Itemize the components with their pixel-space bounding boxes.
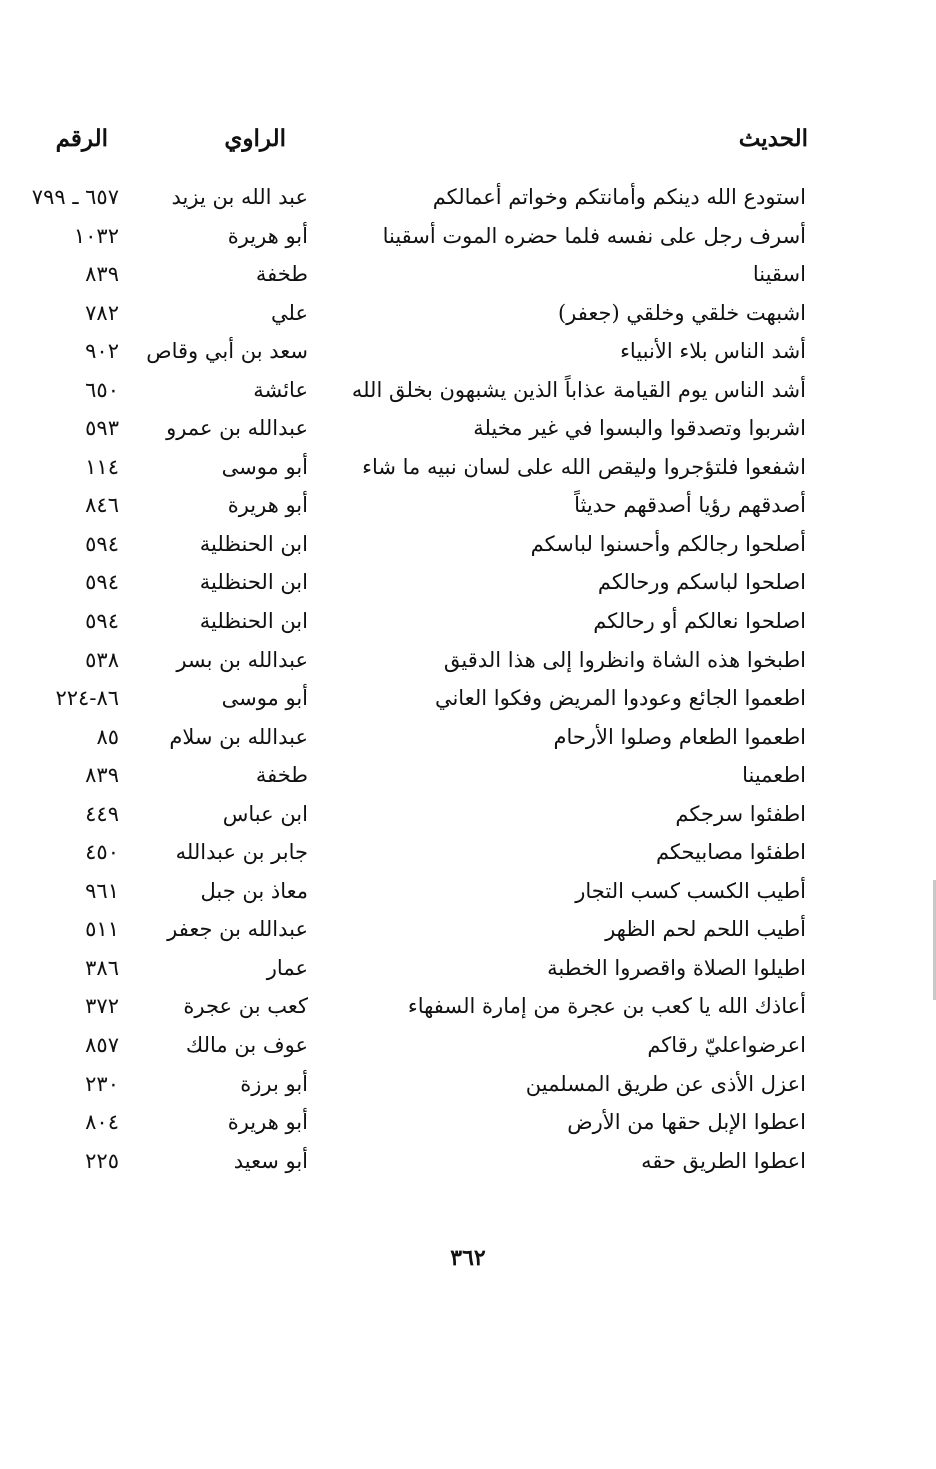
rawi-name: عبدالله بن جعفر bbox=[167, 917, 308, 942]
hadith-text: اصلحوا نعالكم أو رحالكم bbox=[593, 609, 806, 634]
hadith-text: اطفئوا سرجكم bbox=[675, 801, 806, 826]
table-row bbox=[0, 915, 936, 954]
hadith-number: ٥٩٤ bbox=[85, 570, 119, 595]
table-row bbox=[0, 183, 936, 222]
rawi-name: علي bbox=[271, 300, 308, 325]
hadith-number: ٥١١ bbox=[85, 917, 119, 942]
hadith-number: ٦٥٧ ـ ٧٩٩ bbox=[31, 185, 119, 209]
hadith-number: ٩٦١ bbox=[85, 878, 119, 903]
table-row bbox=[0, 1108, 936, 1147]
hadith-text: اطيلوا الصلاة واقصروا الخطبة bbox=[547, 955, 806, 980]
rawi-name: ابن عباس bbox=[222, 801, 308, 826]
hadith-number: ٥٩٤ bbox=[85, 531, 119, 556]
table-row bbox=[0, 838, 936, 877]
rawi-name: عبد الله بن يزيد bbox=[171, 185, 308, 209]
rawi-name: عمار bbox=[266, 955, 308, 980]
rawi-name: عبدالله بن عمرو bbox=[166, 416, 308, 441]
rawi-name: أبو سعيد bbox=[233, 1148, 308, 1173]
rawi-name: معاذ بن جبل bbox=[200, 878, 308, 903]
table-row bbox=[0, 607, 936, 646]
rawi-name: عائشة bbox=[253, 377, 308, 402]
hadith-number: ٦٥٠ bbox=[85, 377, 119, 402]
hadith-number: ٩٠٢ bbox=[85, 339, 119, 364]
table-row bbox=[0, 453, 936, 492]
table-row bbox=[0, 723, 936, 762]
table-row bbox=[0, 376, 936, 415]
hadith-text: أشد الناس يوم القيامة عذاباً الذين يشبهون بخلق الله bbox=[351, 377, 806, 402]
hadith-text: اطفئوا مصابيحكم bbox=[655, 840, 806, 865]
hadith-number: ١٠٣٢ bbox=[73, 223, 119, 248]
hadith-text: اصلحوا لباسكم ورحالكم bbox=[597, 570, 806, 595]
rawi-name: ابن الحنظلية bbox=[199, 570, 308, 595]
table-row bbox=[0, 646, 936, 685]
table-row bbox=[0, 414, 936, 453]
rawi-name: أبو برزة bbox=[240, 1071, 308, 1096]
rawi-name: طخفة bbox=[255, 763, 308, 788]
table-row bbox=[0, 1070, 936, 1109]
rawi-name: عوف بن مالك bbox=[185, 1033, 308, 1058]
hadith-text: اشفعوا فلتؤجروا وليقص الله على لسان نبيه ما شاء bbox=[362, 454, 806, 479]
hadith-number: ٨٤٦ bbox=[85, 493, 119, 518]
hadith-text: اطعمينا bbox=[742, 763, 806, 788]
header-hadith: الحديث bbox=[738, 125, 808, 152]
hadith-number: ٨٣٩ bbox=[85, 763, 119, 788]
hadith-number: ٨٣٩ bbox=[85, 262, 119, 287]
hadith-number: ٤٥٠ bbox=[85, 840, 119, 865]
table-row bbox=[0, 491, 936, 530]
hadith-number: ٥٩٣ bbox=[85, 416, 119, 441]
table-row bbox=[0, 684, 936, 723]
table-row bbox=[0, 260, 936, 299]
rawi-name: طخفة bbox=[255, 262, 308, 287]
hadith-number: ٨٥٧ bbox=[85, 1033, 119, 1058]
hadith-text: اعطوا الإبل حقها من الأرض bbox=[567, 1110, 806, 1135]
rawi-name: سعد بن أبي وقاص bbox=[146, 339, 308, 364]
hadith-text: أصلحوا رجالكم وأحسنوا لباسكم bbox=[530, 531, 806, 556]
hadith-text: اعرضواعليّ رقاكم bbox=[647, 1033, 806, 1058]
hadith-text: اطعموا الجائع وعودوا المريض وفكوا العاني bbox=[434, 686, 806, 711]
hadith-text: اشبهت خلقي وخلقي (جعفر) bbox=[557, 300, 806, 325]
hadith-text: اعزل الأذى عن طريق المسلمين bbox=[525, 1071, 806, 1096]
rawi-name: أبو هريرة bbox=[227, 223, 308, 248]
hadith-number: ٣٧٢ bbox=[85, 994, 119, 1019]
rawi-name: ابن الحنظلية bbox=[199, 609, 308, 634]
hadith-text: أطيب الكسب كسب التجار bbox=[575, 878, 806, 903]
table-row bbox=[0, 992, 936, 1031]
rawi-name: كعب بن عجرة bbox=[183, 994, 308, 1019]
hadith-number: ٢٢٥ bbox=[85, 1148, 119, 1173]
hadith-number: ٢٣٠ bbox=[85, 1071, 119, 1096]
table-row bbox=[0, 1147, 936, 1186]
table-row bbox=[0, 299, 936, 338]
hadith-text: اطعموا الطعام وصلوا الأرحام bbox=[553, 724, 806, 749]
page-number: ٣٦٢ bbox=[450, 1245, 486, 1271]
hadith-text: اشربوا وتصدقوا والبسوا في غير مخيلة bbox=[473, 416, 806, 441]
hadith-number: ٤٤٩ bbox=[85, 801, 119, 826]
hadith-number: ٨٦-٢٢٤ bbox=[55, 686, 119, 711]
hadith-text: استودع الله دينكم وأمانتكم وخواتم أعمالكم bbox=[432, 185, 806, 209]
table-row bbox=[0, 761, 936, 800]
hadith-number: ٣٨٦ bbox=[85, 955, 119, 980]
rawi-name: أبو هريرة bbox=[227, 1110, 308, 1135]
hadith-number: ٥٩٤ bbox=[85, 609, 119, 634]
table-row bbox=[0, 337, 936, 376]
hadith-text: أعاذك الله يا كعب بن عجرة من إمارة السفهاء bbox=[407, 994, 806, 1019]
rawi-name: أبو موسى bbox=[221, 454, 308, 479]
hadith-number: ٨٠٤ bbox=[85, 1110, 119, 1135]
hadith-text: أطيب اللحم لحم الظهر bbox=[605, 917, 806, 942]
table-row bbox=[0, 530, 936, 569]
rawi-name: ابن الحنظلية bbox=[199, 531, 308, 556]
table-row bbox=[0, 222, 936, 261]
table-row bbox=[0, 954, 936, 993]
rawi-name: عبدالله بن سلام bbox=[169, 724, 308, 749]
rawi-name: عبدالله بن بسر bbox=[176, 647, 308, 672]
table-row bbox=[0, 877, 936, 916]
hadith-number: ٨٥ bbox=[96, 724, 119, 749]
hadith-text: اطبخوا هذه الشاة وانظروا إلى هذا الدقيق bbox=[443, 647, 806, 672]
hadith-number: ٧٨٢ bbox=[85, 300, 119, 325]
hadith-text: اعطوا الطريق حقه bbox=[641, 1148, 806, 1173]
hadith-index-list bbox=[0, 183, 936, 1185]
rawi-name: جابر بن عبدالله bbox=[175, 840, 308, 865]
rawi-name: أبو هريرة bbox=[227, 493, 308, 518]
hadith-text: أسرف رجل على نفسه فلما حضره الموت أسقينا bbox=[382, 223, 806, 248]
hadith-text: أشد الناس بلاء الأنبياء bbox=[620, 339, 806, 364]
header-number: الرقم bbox=[55, 125, 108, 152]
hadith-number: ١١٤ bbox=[85, 454, 119, 479]
hadith-text: اسقينا bbox=[752, 262, 806, 287]
header-rawi: الراوي bbox=[224, 125, 286, 152]
hadith-number: ٥٣٨ bbox=[85, 647, 119, 672]
table-row bbox=[0, 800, 936, 839]
table-row bbox=[0, 568, 936, 607]
rawi-name: أبو موسى bbox=[221, 686, 308, 711]
hadith-text: أصدقهم رؤيا أصدقهم حديثاً bbox=[574, 493, 806, 518]
table-row bbox=[0, 1031, 936, 1070]
